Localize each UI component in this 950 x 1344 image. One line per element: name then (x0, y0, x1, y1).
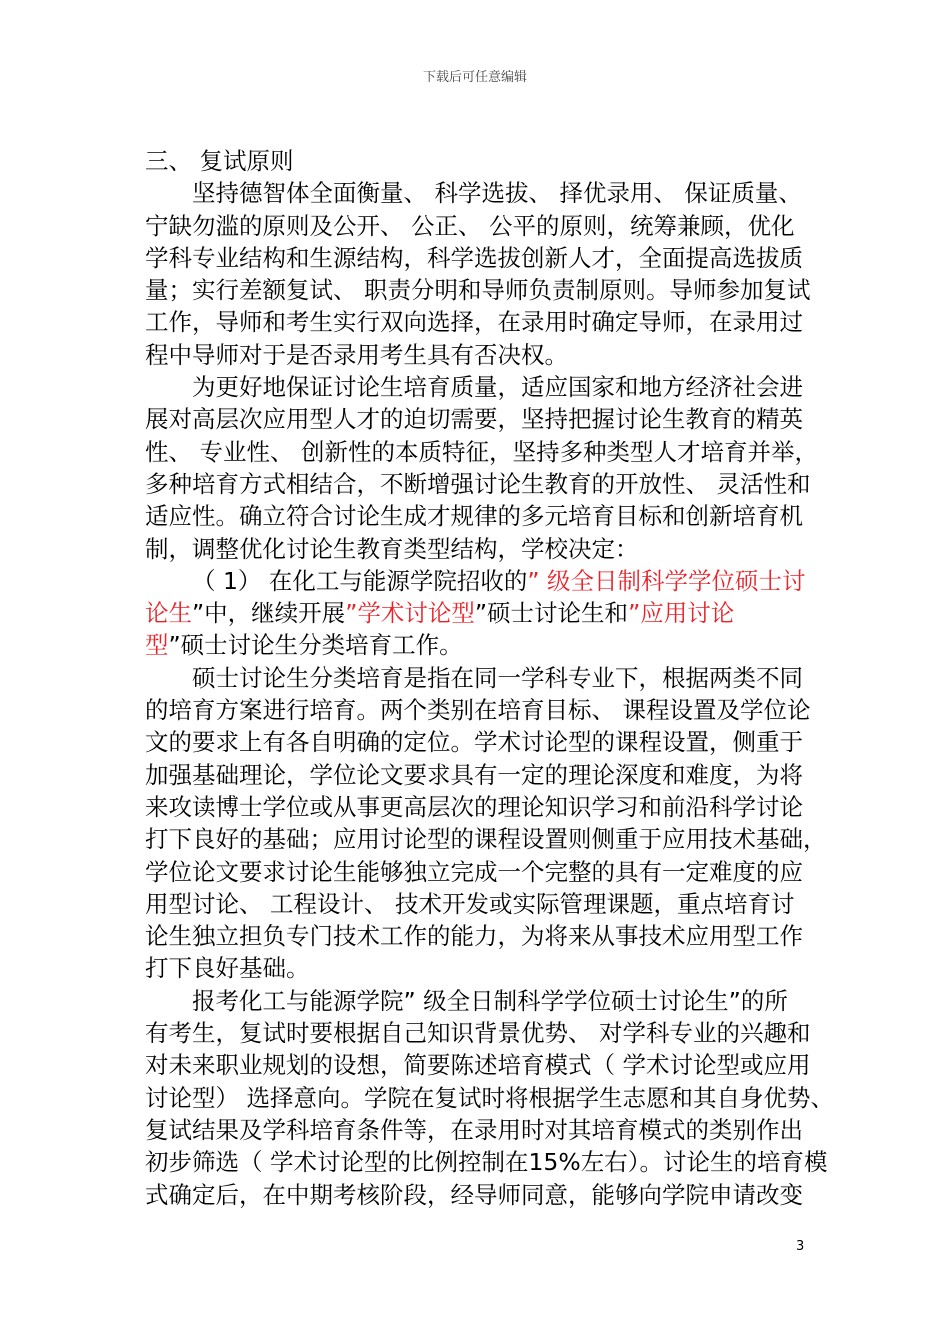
text-line (145, 726, 810, 758)
text-segment: 多种培育方式相结合，不断增强讨论生教育的开放性、 灵活性和 (145, 469, 811, 498)
text-segment: 来攻读博士学位或从事更高层次的理论知识学习和前沿科学讨论 (145, 792, 803, 821)
text-segment: 工作，导师和考生实行双向选择，在录用时确定导师，在录用过 (145, 308, 803, 337)
text-line (145, 856, 810, 888)
text-segment: 量；实行差额复试、 职责分明和导师负责制原则。导师参加复试 (145, 276, 811, 305)
text-segment: 打下良好基础。 (145, 954, 310, 983)
text-segment: 三、 复试原则 (145, 147, 294, 175)
text-line (145, 436, 818, 468)
text-line (145, 1114, 810, 1146)
text-line (145, 629, 810, 661)
text-line (145, 759, 810, 791)
text-line (145, 823, 827, 855)
text-line (145, 565, 810, 597)
page-number: 3 (796, 1239, 805, 1254)
text-line (145, 1179, 810, 1211)
highlighted-text: ”应用讨论 (628, 599, 735, 628)
text-segment: 制，调整优化讨论生教育类型结构，学校决定： (145, 534, 639, 563)
text-segment: 学位论文要求讨论生能够独立完成一个完整的具有一定难度的应 (145, 857, 803, 886)
text-segment: 性、 专业性、 创新性的本质特征，坚持多种类型人才培育并举， (145, 437, 818, 466)
text-line (145, 694, 810, 726)
text-segment: 为更好地保证讨论生培育质量，适应国家和地方经济社会进 (192, 373, 803, 402)
text-segment: 适应性。确立符合讨论生成才规律的多元培育目标和创新培育机 (145, 502, 803, 531)
highlighted-text: 论生 (145, 599, 192, 628)
text-line (145, 597, 810, 629)
text-line (145, 210, 810, 242)
text-line (145, 1146, 828, 1178)
highlighted-text: ” 级全日制科学学位硕士讨 (527, 566, 806, 595)
text-line (145, 952, 810, 984)
text-segment: 用型讨论、 工程设计、 技术开发或实际管理课题，重点培育讨 (145, 889, 795, 918)
text-line (145, 791, 810, 823)
text-line (145, 177, 810, 209)
text-segment: 打下良好的基础；应用讨论型的课程设置则侧重于应用技术基础， (145, 825, 827, 854)
text-line (145, 1082, 834, 1114)
text-segment: ”硕士讨论生分类培育工作。 (168, 631, 463, 660)
text-line (145, 468, 810, 500)
text-segment: 坚持德智体全面衡量、 科学选拔、 择优录用、 保证质量、 (192, 179, 802, 208)
text-segment: 报考化工与能源学院” 级全日制科学学位硕士讨论生”的所 (192, 986, 788, 1015)
text-line (145, 662, 810, 694)
page-header: 下载后可任意编辑 (422, 70, 527, 85)
text-line (145, 500, 810, 532)
text-segment: 有考生，复试时要根据自己知识背景优势、 对学科专业的兴趣和 (145, 1019, 811, 1048)
text-segment: 学科专业结构和生源结构，科学选拔创新人才，全面提高选拔质 (145, 243, 803, 272)
text-line (145, 274, 810, 306)
text-segment: 展对高层次应用型人才的迫切需要，坚持把握讨论生教育的精英 (145, 405, 803, 434)
text-segment: （ 1） 在化工与能源学院招收的 (192, 566, 528, 595)
text-segment: ”中，继续开展 (192, 599, 346, 628)
text-line (145, 1017, 810, 1049)
document-body (145, 145, 834, 1211)
text-line (145, 306, 810, 338)
highlighted-text: ”学术讨论型 (345, 599, 475, 628)
text-line (145, 533, 810, 565)
text-segment: 论生独立担负专门技术工作的能力，为将来从事技术应用型工作 (145, 922, 803, 951)
text-line (145, 145, 810, 177)
text-segment: 复试结果及学科培育条件等，在录用时对其培育模式的类别作出 (145, 1115, 803, 1144)
text-segment: 式确定后，在中期考核阶段，经导师同意，能够向学院申请改变 (145, 1180, 803, 1209)
text-line (145, 242, 810, 274)
text-line (145, 339, 810, 371)
text-line (145, 888, 810, 920)
text-segment: 硕士讨论生分类培育是指在同一学科专业下，根据两类不同 (192, 663, 803, 692)
highlighted-text: 型 (145, 631, 169, 660)
text-line (145, 985, 810, 1017)
text-segment: 初步筛选（ 学术讨论型的比例控制在15%左右）。讨论生的培育模 (145, 1148, 828, 1177)
text-line (145, 371, 810, 403)
text-segment: 宁缺勿滥的原则及公开、 公正、 公平的原则，统筹兼顾，优化 (145, 211, 795, 240)
text-line (145, 920, 810, 952)
text-line (145, 403, 810, 435)
text-segment: 程中导师对于是否录用考生具有否决权。 (145, 340, 568, 369)
text-segment: ”硕士讨论生和 (474, 599, 629, 628)
text-segment: 的培育方案进行培育。两个类别在培育目标、 课程设置及学位论 (145, 696, 811, 725)
text-segment: 加强基础理论，学位论文要求具有一定的理论深度和难度，为将 (145, 760, 803, 789)
text-segment: 文的要求上有各自明确的定位。学术讨论型的课程设置，侧重于 (145, 728, 803, 757)
text-segment: 对未来职业规划的设想，简要陈述培育模式（ 学术讨论型或应用 (145, 1051, 811, 1080)
text-line (145, 1049, 810, 1081)
text-segment: 讨论型） 选择意向。学院在复试时将根据学生志愿和其自身优势、 (145, 1083, 834, 1112)
